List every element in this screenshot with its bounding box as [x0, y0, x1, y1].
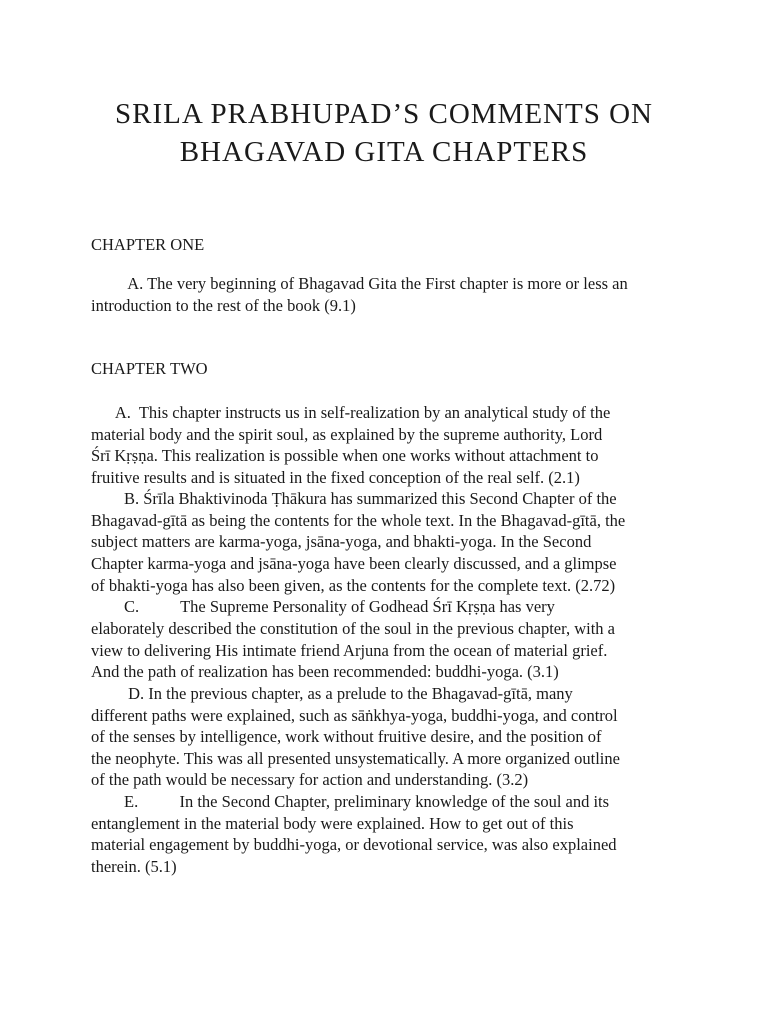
paragraph-line: B. Śrīla Bhaktivinoda Ṭhākura has summarized this Second Chapter of the: [91, 489, 617, 508]
chapter-one-heading: CHAPTER ONE: [91, 235, 205, 254]
paragraph-line: A. The very beginning of Bhagavad Gita the First chapter is more or less an: [91, 274, 628, 293]
paragraph-line: E. In the Second Chapter, preliminary knowledge of the soul and its: [91, 792, 610, 811]
title-line-2: BHAGAVAD GITA CHAPTERS: [179, 136, 589, 168]
paragraph-line: Śrī Kṛṣṇa. This realization is possible when one works without attachment to: [91, 446, 599, 465]
paragraph-line: of bhakti-yoga has also been given, as the contents for the complete text. (2.72): [91, 576, 616, 595]
paragraph-line: view to delivering His intimate friend Arjuna from the ocean of material grief.: [91, 641, 608, 660]
paragraph-line: the neophyte. This was all presented unsystematically. A more organized outline: [91, 749, 620, 768]
title-line-1: SRILA PRABHUPAD’S COMMENTS ON: [115, 98, 653, 130]
paragraph-line: introduction to the rest of the book (9.1): [91, 296, 356, 315]
paragraph-line: D. In the previous chapter, as a prelude to the Bhagavad-gītā, many: [91, 684, 573, 703]
chapter-two-heading: CHAPTER TWO: [91, 359, 208, 378]
paragraph-line: of the path would be necessary for action and understanding. (3.2): [91, 770, 529, 789]
page-title: [90, 95, 678, 171]
paragraph-line: Bhagavad-gītā as being the contents for the whole text. In the Bhagavad-gītā, the: [91, 511, 626, 530]
paragraph-line: different paths were explained, such as sāṅkhya-yoga, buddhi-yoga, and control: [91, 706, 618, 725]
paragraph-line: And the path of realization has been recommended: buddhi-yoga. (3.1): [91, 662, 559, 681]
paragraph-line: elaborately described the constitution of the soul in the previous chapter, with a: [91, 619, 615, 638]
paragraph-line: material engagement by buddhi-yoga, or devotional service, was also explained: [91, 835, 617, 854]
paragraph-line: material body and the spirit soul, as explained by the supreme authority, Lord: [91, 425, 603, 444]
paragraph-line: Chapter karma-yoga and jsāna-yoga have been clearly discussed, and a glimpse: [91, 554, 617, 573]
paragraph-line: of the senses by intelligence, work without fruitive desire, and the position of: [91, 727, 602, 746]
paragraph-line: A. This chapter instructs us in self-realization by an analytical study of the: [91, 403, 611, 422]
paragraph-line: C. The Supreme Personality of Godhead Śrī Kṛṣṇa has very: [91, 597, 555, 616]
paragraph-line: subject matters are karma-yoga, jsāna-yoga, and bhakti-yoga. In the Second: [91, 532, 592, 551]
paragraph-line: therein. (5.1): [91, 857, 177, 876]
paragraph-line: fruitive results and is situated in the fixed conception of the real self. (2.1): [91, 468, 580, 487]
paragraph-line: entanglement in the material body were explained. How to get out of this: [91, 814, 574, 833]
